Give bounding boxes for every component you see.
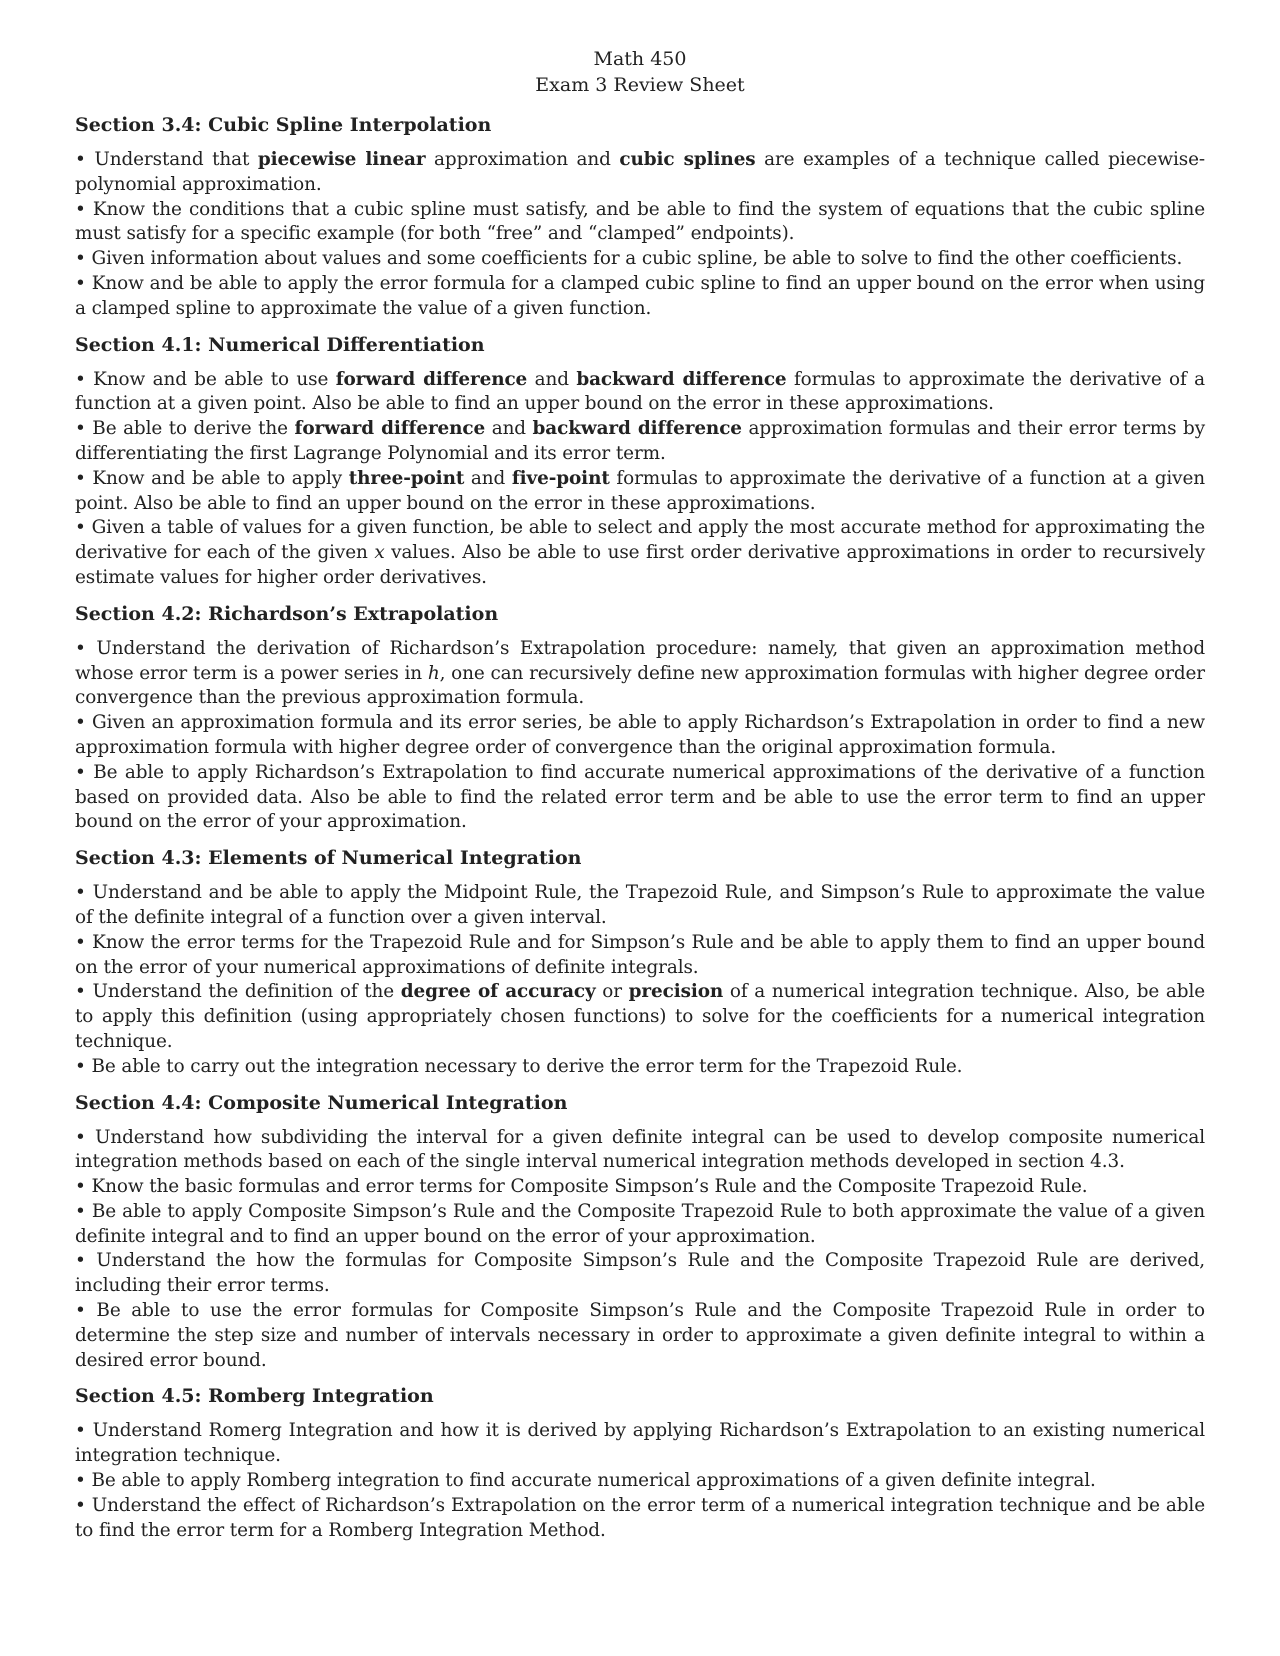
bullet-item — [75, 272, 1205, 322]
bullet-item — [75, 980, 1205, 1054]
bullet-item — [75, 368, 1205, 418]
section-heading: Section 3.4: Cubic Spline Interpolation — [75, 114, 492, 136]
text-run: • Understand the derivation of Richardson’s Extrapolation procedure: namely, that given an approximation method whose error term is a power series in — [75, 637, 1205, 684]
text-run: • Understand how subdividing the interval for a given definite integral can be used to develop composite numerical integration methods based on each of the single interval numerical integration methods developed in section 4.3. — [75, 1126, 1205, 1173]
section-heading: Section 4.2: Richardson’s Extrapolation — [75, 602, 499, 625]
text-run: • Understand the effect of Richardson’s Extrapolation on the error term of a numerical integration technique and be able to find the error term for a Romberg Integration Method. — [75, 1494, 1205, 1541]
text-run: are examples of a technique called piecewise-polynomial approximation. — [75, 149, 1205, 195]
math-variable: h — [427, 662, 440, 684]
bullet-item — [75, 1175, 1205, 1200]
text-run: of a numerical integration technique. Also, be able to apply this definition (using appropriately chosen functions) to solve for the coefficients for a numerical integration technique. — [75, 981, 1206, 1052]
bullet-item — [75, 467, 1205, 517]
bold-term: forward difference — [335, 368, 528, 390]
section-heading: Section 4.3: Elements of Numerical Integration — [75, 847, 582, 870]
text-run: • Know and be able to apply the error formula for a clamped cubic spline to find an upper bound on the error when using a clamped spline to approximate the value of a given function. — [75, 272, 1205, 319]
section-3 — [75, 601, 1205, 835]
text-run: and — [464, 467, 512, 489]
section-heading: Section 4.5: Romberg Integration — [75, 1385, 434, 1408]
bullet-item — [75, 247, 1205, 272]
bullet-item — [75, 1299, 1205, 1373]
math-variable: x — [374, 542, 385, 564]
bold-term: forward difference — [294, 418, 486, 440]
text-run: • Be able to apply Richardson’s Extrapolation to find accurate numerical approximations of the derivative of a function based on provided data. Also be able to find the related error term and be able to use the error term to find an upper bound on the error of your approximation. — [75, 761, 1205, 833]
text-run: values. Also be able to use first order derivative approximations in order to recursively estimate values for higher order derivatives. — [75, 542, 1205, 588]
text-run: • Given an approximation formula and its error series, be able to apply Richardson’s Extrapolation in order to find a new approximation formula with higher degree order of convergence than the original approximation formula. — [75, 712, 1205, 758]
text-run: • Understand and be able to apply the Midpoint Rule, the Trapezoid Rule, and Simpson’s Rule to approximate the value of the definite integral of a function over a given interval. — [75, 882, 1205, 928]
section-5 — [75, 1090, 1205, 1374]
text-run: • Be able to derive the — [75, 418, 295, 440]
text-run: formulas to approximate the derivative of a function at a given point. Also be able to find an upper bound on the error in these approximations. — [75, 368, 1206, 415]
text-run: • Know the conditions that a cubic spline must satisfy, and be able to find the system of equations that the cubic spline must satisfy for a specific example (for both “free” and “clamped” endpoints). — [75, 198, 1205, 245]
text-run: • Be able to apply Romberg integration to find accurate numerical approximations of a given definite integral. — [75, 1470, 1096, 1492]
bullet-item — [75, 1126, 1205, 1176]
document-header — [75, 46, 1205, 98]
bold-term: five-point — [511, 467, 610, 489]
section-4 — [75, 845, 1205, 1079]
text-run: • Know and be able to use — [75, 368, 336, 390]
text-run: • Know the basic formulas and error terms for Composite Simpson’s Rule and the Composite Trapezoid Rule. — [75, 1176, 1088, 1198]
bullet-item — [75, 1055, 1205, 1080]
bullet-item — [75, 1419, 1205, 1469]
bullet-item — [75, 1249, 1205, 1299]
bullet-item — [75, 1469, 1205, 1494]
text-run: formulas to approximate the derivative of a function at a given point. Also be able to find an upper bound on the error in these approximations. — [75, 467, 1205, 514]
text-run: • Given a table of values for a given function, be able to select and apply the most accurate method for approximating the derivative for each of the given — [75, 517, 1205, 564]
bold-term: piecewise linear — [257, 149, 426, 170]
section-2 — [75, 332, 1205, 591]
text-run: approximation and — [425, 149, 620, 170]
bold-term: three-point — [348, 467, 465, 489]
bold-term: degree of accuracy — [400, 981, 596, 1003]
bullet-item — [75, 881, 1205, 931]
text-run: • Be able to apply Composite Simpson’s Rule and the Composite Trapezoid Rule to both approximate the value of a given definite integral and to find an upper bound on the error of your approximation. — [75, 1200, 1205, 1247]
bullet-item — [75, 931, 1205, 981]
bullet-item — [75, 516, 1205, 590]
bullet-item — [75, 1494, 1205, 1544]
text-run: and — [485, 418, 533, 440]
bold-term: cubic splines — [619, 149, 756, 170]
text-run: • Understand that — [75, 149, 258, 170]
bullet-item — [75, 711, 1205, 761]
bold-term: precision — [628, 981, 724, 1003]
bold-term: backward difference — [532, 418, 742, 440]
bullet-item — [75, 637, 1205, 711]
bullet-item — [75, 1200, 1205, 1250]
text-run: and — [527, 368, 577, 390]
bullet-item — [75, 198, 1205, 248]
section-6 — [75, 1383, 1205, 1543]
text-run: • Understand the how the formulas for Composite Simpson’s Rule and the Composite Trapezoid Rule are derived, including their error terms. — [75, 1250, 1205, 1297]
text-run: or — [595, 981, 629, 1003]
text-run: • Be able to use the error formulas for Composite Simpson’s Rule and the Composite Trapezoid Rule in order to determine the step size and number of intervals necessary in order to approximate a given definite integral to within a desired error bound. — [75, 1300, 1205, 1371]
section-heading: Section 4.4: Composite Numerical Integration — [75, 1091, 568, 1114]
bold-term: backward difference — [576, 368, 787, 390]
course-title: Math 450 — [593, 48, 687, 70]
text-run: • Understand Romerg Integration and how it is derived by applying Richardson’s Extrapolation to an existing numerical integration technique. — [75, 1420, 1205, 1467]
text-run: , one can recursively define new approximation formulas with higher degree order convergence than the previous approximation formula. — [75, 662, 1205, 709]
text-run: • Be able to carry out the integration necessary to derive the error term for the Trapezoid Rule. — [75, 1055, 963, 1077]
document-subtitle: Exam 3 Review Sheet — [535, 74, 745, 96]
text-run: • Know the error terms for the Trapezoid Rule and for Simpson’s Rule and be able to apply them to find an upper bound on the error of your numerical approximations of definite integrals. — [75, 931, 1205, 978]
text-run: • Understand the definition of the — [75, 981, 401, 1003]
bullet-item — [75, 417, 1205, 467]
section-heading: Section 4.1: Numerical Differentiation — [75, 333, 485, 356]
text-run: • Given information about values and some coefficients for a cubic spline, be able to solve to find the other coefficients. — [75, 248, 1183, 270]
text-run: approximation formulas and their error terms by differentiating the first Lagrange Polynomial and its error term. — [75, 418, 1206, 464]
bullet-item — [75, 761, 1205, 835]
sections-container — [75, 112, 1205, 1543]
bullet-item — [75, 148, 1205, 198]
text-run: • Know and be able to apply — [75, 467, 349, 489]
section-1 — [75, 112, 1205, 322]
